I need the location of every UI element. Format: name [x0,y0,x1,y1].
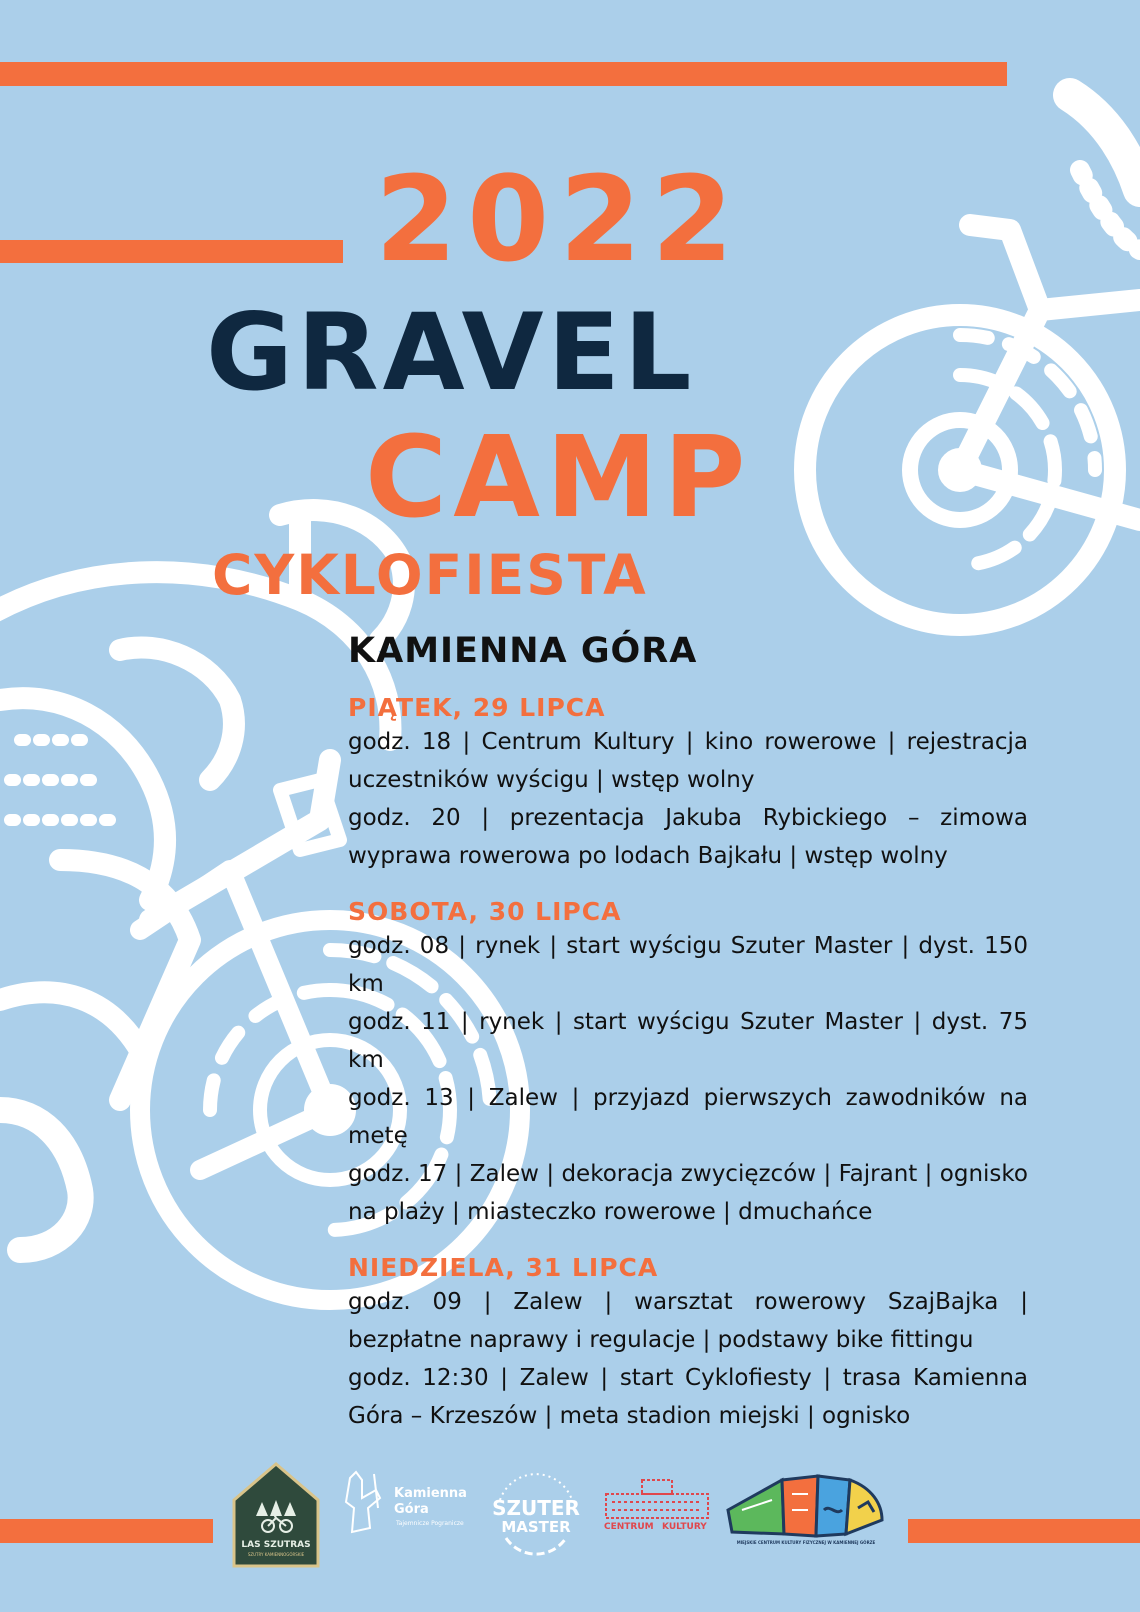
logo-las-szutras [230,1460,322,1570]
building-icon [602,1474,712,1520]
schedule-entry: godz. 11 | rynek | start wyścigu Szuter Master | dyst. 75 km [348,1009,1028,1073]
sports-facilities-icon [722,1460,888,1560]
kamienna-gora-line2: Góra [394,1502,429,1517]
event-location: KAMIENNA GÓRA [348,631,698,671]
schedule-entry: godz. 13 | Zalew | przyjazd pierwszych zawodników na metę [348,1085,1028,1149]
logo-centrum-kultury [602,1474,712,1544]
event-subtitle: CYKLOFIESTA [212,543,648,607]
mckf-tagline: MIEJSKIE CENTRUM KULTURY FIZYCZNEJ W KAMIENNEJ GÓRZE [736,1540,876,1545]
kamienna-gora-line1: Kamienna [394,1486,467,1501]
schedule-entry: godz. 08 | rynek | start wyścigu Szuter Master | dyst. 150 km [348,933,1028,997]
schedule [348,693,1028,1457]
event-year: 2022 [375,150,744,288]
schedule-entry: godz. 18 | Centrum Kultury | kino rowerowe | rejestracja uczestników wyścigu | wstęp wolny [348,729,1028,793]
top-bar [0,62,1007,86]
schedule-day-sunday [348,1253,1028,1435]
logo-szuter-master [486,1460,586,1560]
logo-kamienna-gora [340,1468,480,1548]
schedule-day-friday [348,693,1028,875]
las-szutras-tagline: SZUTRY KAMIENNOGÓRSKIE [247,1552,305,1557]
event-title-gravel: GRAVEL [206,291,696,414]
schedule-entry: godz. 20 | prezentacja Jakuba Rybickiego – zimowa wyprawa rowerowa po lodach Bajkału | wstęp wolny [348,805,1028,869]
centrum-kultury-right: KULTURY [662,1522,707,1532]
year-side-bar [0,240,343,263]
sponsor-logos [0,1460,1140,1600]
schedule-entry: godz. 09 | Zalew | warsztat rowerowy SzajBajka | bezpłatne naprawy i regulacje | podstawy bike fittingu [348,1289,1028,1353]
logo-mckf [722,1460,888,1560]
day-title: NIEDZIELA, 31 LIPCA [348,1253,659,1282]
day-title: PIĄTEK, 29 LIPCA [348,693,606,722]
szuter-master-line2: MASTER [501,1518,571,1536]
bicycle-top-right [805,95,1140,625]
las-szutras-name: LAS SZUTRAS [241,1540,311,1550]
schedule-day-saturday [348,897,1028,1231]
knight-icon [340,1468,390,1538]
centrum-kultury-left: CENTRUM [604,1522,654,1532]
kamienna-gora-tagline: Tajemnicze Pogranicze [396,1520,464,1527]
event-title-camp: CAMP [365,413,752,543]
schedule-entry: godz. 12:30 | Zalew | start Cyklofiesty | trasa Kamienna Góra – Krzeszów | meta stadion miejski | ognisko [348,1365,1028,1429]
schedule-entry: godz. 17 | Zalew | dekoracja zwycięzców | Fajrant | ognisko na plaży | miasteczko rowerowe | dmuchańce [348,1161,1028,1225]
szuter-master-line1: SZUTER [492,1496,580,1520]
day-title: SOBOTA, 30 LIPCA [348,897,622,926]
